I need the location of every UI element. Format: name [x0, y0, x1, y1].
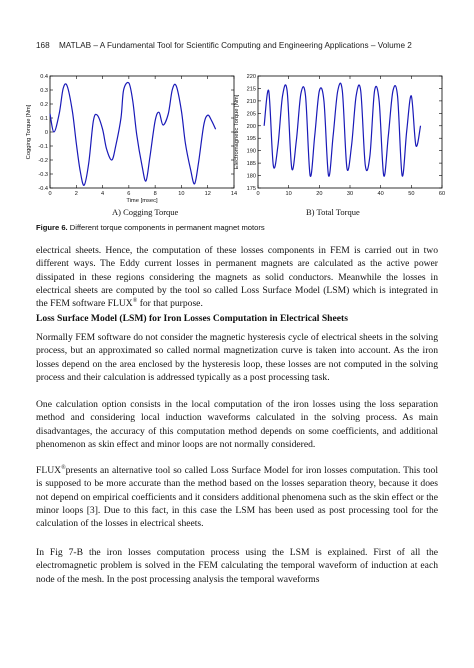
subcaption-a: A) Cogging Torque [112, 207, 179, 217]
paragraph-4 [36, 464, 438, 530]
cogging-ytick-label: 0 [44, 130, 48, 136]
figure-label: Figure 6. [36, 223, 68, 232]
total-xtick-label: 20 [316, 191, 323, 197]
total-xtick-label: 0 [256, 191, 260, 197]
total-ytick-label: 200 [246, 123, 256, 130]
total-xtick-label: 50 [408, 191, 415, 197]
cogging-xtick-label: 4 [101, 191, 105, 197]
cogging-ytick-label: -0.3 [38, 172, 48, 178]
total-xtick-label: 40 [377, 191, 384, 197]
cogging-xtick-label: 8 [153, 191, 157, 197]
cogging-xtick-label: 2 [74, 191, 78, 197]
total-ytick-label: 190 [246, 148, 256, 155]
cogging-ytick-label: -0.4 [38, 186, 48, 192]
cogging-torque-chart [28, 70, 243, 205]
total-series-line-0 [264, 83, 420, 176]
paragraph-5: In Fig 7-B the iron losses computation process using the LSM is explained. First of all the electromagnetic problem is solved in the FEM calculating the temporal waveform of induction at each node of the mesh. In the post processing analysis the temporal waveforms [36, 547, 438, 585]
total-xtick-label: 10 [285, 191, 292, 197]
cogging-x-axis-label: Time [msec] [126, 198, 158, 204]
page-number: 168 [36, 41, 50, 50]
paragraph-4-text: presents an alternative tool so called Loss Surface Model for iron losses computation. This tool is supposed to be more accurate than the method based on the losses separation theory, because it does not depend on empirical coefficients and it considers additional phenomena such as the skin effect or the minor loops [3]. Due to this fact, in this case the LSM has been used as post processing tool for the calculation of the losses in electrical sheets. [36, 465, 438, 530]
total-ytick-label: 215 [246, 86, 256, 93]
cogging-y-axis-label: Cogging Torque [Nm] [26, 104, 32, 160]
paragraph-1-text: electrical sheets. Hence, the computation of these losses components in FEM is carried out in two different ways. The Eddy current losses in permanent magnets are calculated as the active power dissipated in these regions considering the magnets as solid conductors. Meanwhile the losses in electrical sheets are computed by the tool so called Loss Surface Model (LSM) which is integrated in the FEM software FLUX [36, 245, 438, 310]
cogging-xtick-label: 14 [230, 191, 238, 197]
paragraph-1 [36, 244, 438, 310]
cogging-ytick-label: -0.2 [38, 158, 48, 164]
total-xtick-label: 60 [438, 191, 446, 197]
cogging-ytick-label: 0.4 [40, 74, 48, 80]
cogging-series-line-0 [50, 82, 216, 185]
total-ytick-label: 210 [246, 98, 256, 105]
registered-mark: ® [132, 298, 138, 304]
total-ytick-label: 220 [246, 74, 256, 80]
figure-caption-text: Different torque components in permanent magnet motors [69, 223, 265, 232]
cogging-plot-frame [50, 76, 234, 188]
paragraph-1-end: for that purpose. [137, 298, 203, 310]
section-heading: Loss Surface Model (LSM) for Iron Losses Computation in Electrical Sheets [36, 313, 348, 324]
cogging-ytick-label: 0.1 [40, 116, 48, 122]
cogging-xtick-label: 10 [178, 191, 185, 197]
paragraph-2: Normally FEM software do not consider the magnetic hysteresis cycle of electrical sheets in the solving process, but an approximated so called normal magnetization curve is taken into account. As the iron losses depend on the area enclosed by the hysteresis loop, these losses are not computed in the solving process and their calculation is addressed typically as a post processing task. [36, 332, 438, 383]
registered-mark-2: ® [61, 464, 66, 471]
cogging-xtick-label: 0 [48, 191, 52, 197]
subcaption-b: B) Total Torque [306, 207, 360, 217]
running-header [36, 41, 412, 50]
total-ytick-label: 175 [246, 186, 256, 192]
cogging-xtick-label: 6 [127, 191, 131, 197]
running-title: MATLAB – A Fundamental Tool for Scientific Computing and Engineering Applications – Volume 2 [58, 41, 412, 50]
total-y-axis-label: Electromagnetic Torque [Nm] [234, 94, 240, 170]
total-ytick-label: 180 [246, 173, 256, 180]
figure-caption [36, 223, 265, 232]
total-xtick-label: 30 [346, 191, 354, 197]
total-ytick-label: 185 [246, 161, 256, 168]
cogging-ytick-label: -0.1 [38, 144, 48, 150]
flux-name: FLUX [36, 465, 62, 476]
total-torque-chart [232, 70, 452, 205]
total-ytick-label: 205 [246, 111, 256, 118]
cogging-ytick-label: 0.2 [40, 102, 48, 108]
total-ytick-label: 195 [246, 136, 256, 143]
paragraph-3: One calculation option consists in the local computation of the iron losses using the loss separation method and considering local induction waveforms calculated in the solving process. As main disadvantages, the accuracy of this computation method depends on some coefficients, and additional phenomenon as skin effect and minor loops are not normally considered. [36, 399, 438, 450]
cogging-xtick-label: 12 [204, 191, 211, 197]
cogging-ytick-label: 0.3 [40, 88, 48, 94]
